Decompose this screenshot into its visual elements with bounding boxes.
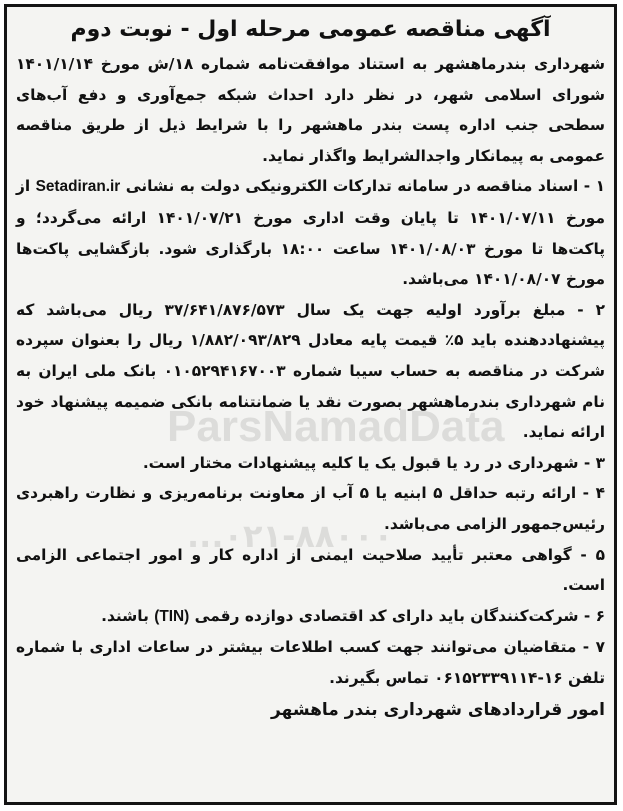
tender-notice	[4, 4, 617, 805]
condition-item-5: ۵ - گواهی معتبر تأیید صلاحیت ایمنی از اداره کار و امور اجتماعی الزامی است.	[16, 545, 605, 595]
condition-item-2: ۲ - مبلغ برآورد اولیه جهت یک سال ۳۷/۶۴۱/۸۷۶/۵۷۳ ریال می‌باشد که پیشنهاددهنده باید ۵٪ قیمت پایه معادل ۱/۸۸۲/۰۹۳/۸۲۹ ریال را بعنوان سپرده شرکت در مناقصه به حساب سیبا شماره ۰۱۰۵۲۹۴۱۶۷۰۰۳ بانک ملی ایران به نام شهرداری بندرماهشهر بصورت نقد یا ضمانتنامه بانکی ضمیمه پیشنهاد خود ارائه نماید.	[16, 300, 605, 442]
condition-item-1	[16, 171, 605, 294]
condition-item-7: ۷ - متقاضیان می‌توانند جهت کسب اطلاعات بیشتر در ساعات اداری با شماره تلفن ۱۶-۰۶۱۵۲۳۳۹۱۱۴ تماس بگیرند.	[16, 638, 605, 687]
condition-item-1-text-a: ۱ - اسناد مناقصه در سامانه تدارکات الکترونیکی دولت به نشانی	[120, 177, 606, 196]
notice-signature: امور قراردادهای شهرداری بندر ماهشهر	[271, 700, 605, 721]
watermark-brand: ParsNamadData	[167, 402, 505, 451]
tin-label: (TIN)	[154, 607, 190, 625]
condition-item-6-text-a: ۶ - شرکت‌کنندگان باید دارای کد اقتصادی دوازده رقمی	[189, 606, 605, 625]
condition-item-3: ۳ - شهرداری در رد یا قبول یک یا کلیه پیشنهادات مختار است.	[142, 453, 605, 472]
watermark-phone: ۰۲۱-۸۸۰۰۰...	[187, 517, 393, 555]
notice-intro: شهرداری بندرماهشهر به استناد موافقت‌نامه شماره ۱۸/ش مورخ ۱۴۰۱/۱/۱۴ شورای اسلامی شهر، در نظر دارد احداث شبکه جمع‌آوری و دفع آب‌های سطحی جنب اداره پست بندر ماهشهر را با شرایط ذیل از طریق مناقصه عمومی به پیمانکار واجدالشرایط واگذار نماید.	[16, 55, 605, 165]
condition-item-4: ۴ - ارائه رتبه حداقل ۵ ابنیه یا ۵ آب از معاونت برنامه‌ریزی و نظارت راهبردی رئیس‌جمهور الزامی می‌باشد.	[16, 484, 605, 533]
notice-title: آگهی مناقصه عمومی مرحله اول - نوبت دوم	[70, 17, 551, 42]
setadiran-link-text: Setadiran.ir	[35, 178, 121, 196]
condition-item-6-text-b: باشند.	[101, 606, 155, 625]
condition-item-1-text-b: از مورخ ۱۴۰۱/۰۷/۱۱ تا پایان وقت اداری مورخ ۱۴۰۱/۰۷/۲۱ ارائه می‌گردد؛ و پاکت‌ها تا مورخ ۱۴۰۱/۰۸/۰۳ ساعت ۱۸:۰۰ بارگذاری شود. بازگشایی پاکت‌ها مورخ ۱۴۰۱/۰۸/۰۷ می‌باشد.	[16, 177, 606, 289]
condition-item-6	[16, 601, 605, 633]
